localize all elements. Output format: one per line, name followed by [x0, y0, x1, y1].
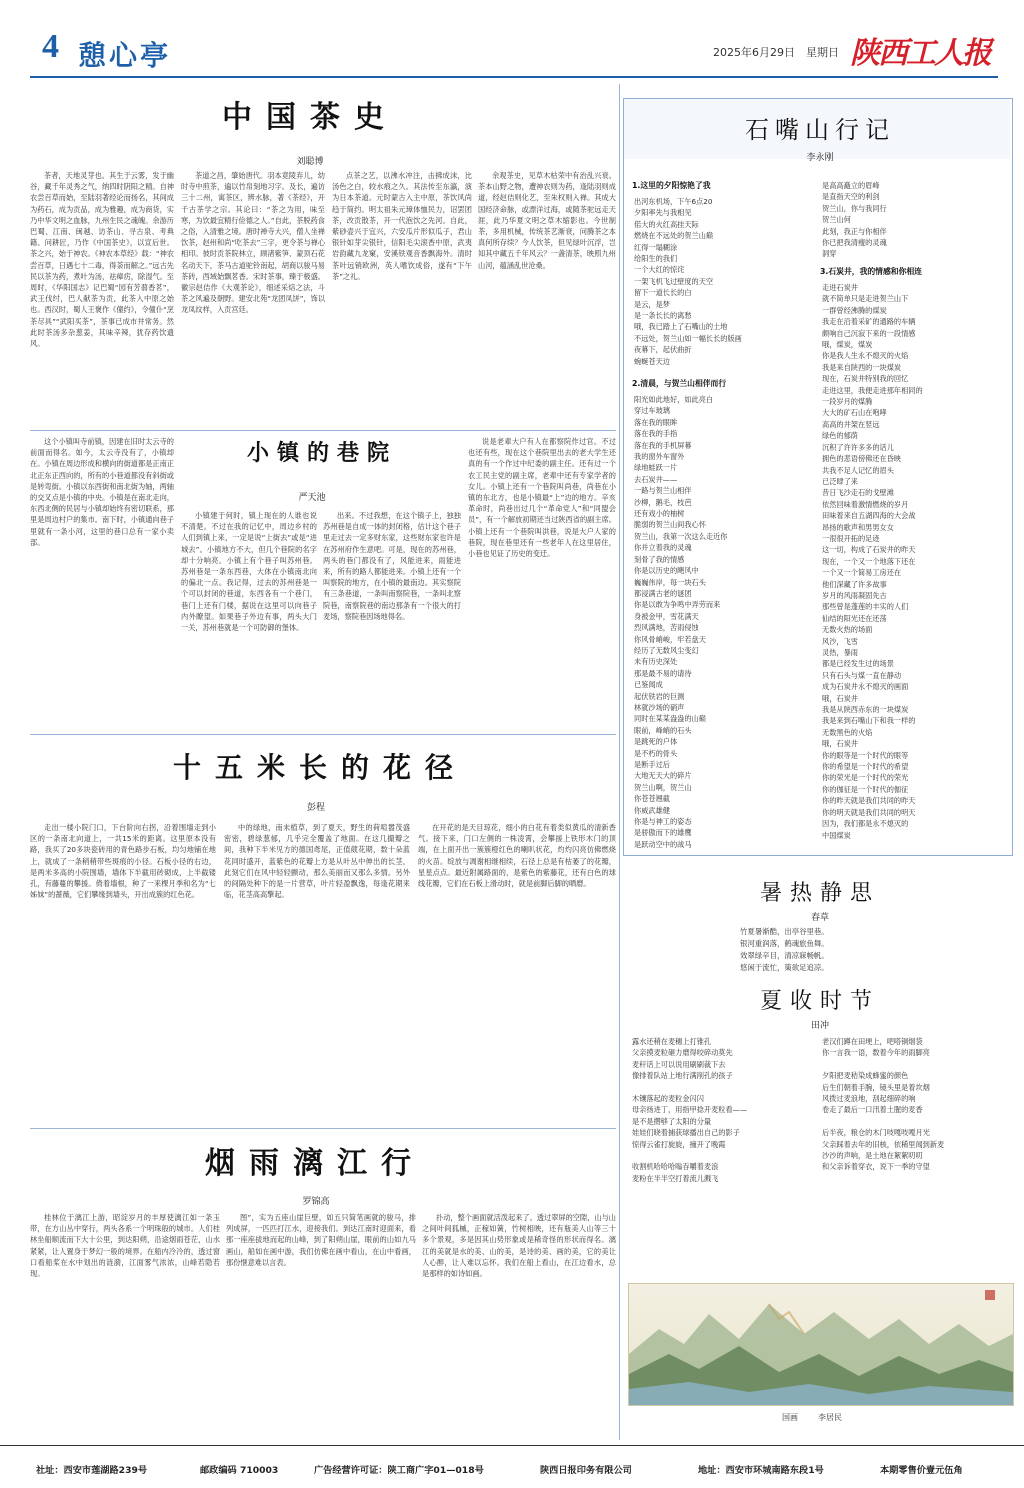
poem-section-2: 阳光如此地好，如此亮白 穿过车玻璃 落在我的眼眸 落在我的手指 落在我的手机屏幕 我的窗外车窗外 绿地蛙跃一片 去石炭井—— 一路与贺兰山相伴 沙柳，鹅毛，枝芭 还有戏小的柚树 脆弱的贺兰山间我心怀 贺兰山，我第一次这么走近你 你并立着我的灵魂 刻骨了我的情感 你是以历史的飓风中 巍巍伟岸，每一块石头 都浸满古老的谜团 你是以敢为争鸣中弄劳而来 身被金甲，雪花满天 烈风满地，苦雨侵蚀 你风骨峭峻，牢若盘天 经历了无数风尘变幻 未有历史深处 那是最不易的请待 已鉴闻成 起伏铁岩的巨测 林就沙场的硝声 同时在某某盎盎的山巅 眼前，峰峭的石头 是跳死的户体 是不朽的骨头 是断手过后 大地无天大的碎片 贺兰山啊，贺兰山 你苍苍翘截 你威武雄健 你是与神工的姿态 是骄傲而下的雄鹰 是跃动空中的战马 — [634, 395, 728, 848]
shizuishan-author: 李永刚 — [806, 153, 834, 163]
mountain-landscape-image — [629, 1284, 1013, 1405]
page-footer — [0, 1445, 1024, 1488]
column-separator — [619, 84, 620, 1440]
tea-article-title: 中国茶史 — [222, 100, 398, 135]
issue-date: 2025年6月29日 星期日 — [713, 46, 839, 59]
poem-section-3: 走进石炭井 就不简单只是走进贺兰山下 一群曾经沸腾的煤炭 我走在沿着采矿的通路的车辆 颇响自己沉寂下来的一段情感 哦，煤炭，煤炭 你是我人生永不熄灭的火焰 我是来自陕西的一块煤炭 现在，石炭井特别我的回忆 走进这里，我便走进那年相同的 一段岁月的煤腾 大大的矿石山在咆哮 高高的井架在竖远 绿色的郁荫 沉积了许许多多的话儿 拥色的悲语傍佛还在昏映 共我不足人记忆的眉头 已泛肆了来 昔日飞沙走石的戈壁滩 依然回味着激情燃烧的岁月 田味着来自五湖四海的大会战 昂扬的歌声和男男女女 一很很开拓的足迹 这一切，构成了石炭井的昨天 现在，一个又一个地落下还在 一个又一个简易工房还在 他们深藏了许多故事 岁月的风雨凝固先古 那些曾是蓬莲的丰实的人们 仙结的阳光还在还荡 无数火热的场面 风沙，飞雪 灵热，暴雨 都是已经发生过的场景 只有石头与煤一直在静动 成为石炭井永不熄灭的画面 哦，石炭井 我是从陕西赤东的一块煤炭 我是来到石嘴山下和我一样的 无数黑色的火焰 哦，石炭井 你的眼等是一个时代的眼等 你的希望是一个时代的希望 你的荣光是一个时代的荣光 你的伽征是一个时代的伽征 你的昨天就是我们共同的昨天 你的明天就是我们共同的明天 因为，我们都是永不熄灭的 中国煤炭 — [822, 283, 923, 840]
tea-column-4: 余观茶史，见草木枯荣中有治乱兴衰。茶本山野之物，遭神农则为药，逢陆羽则成道，经赵佶则化艺，至朱权则入禅。其成大国经济命脉，或漂洋过海，或随茶驼远走天涯，此乃华夏文明之草木缩影也。今世制茶，多用机械，传统茶艺渐衰，问腾茶之本真何所存续？今人饮茶，但见绿叶沉浮，岂知其中藏五千年风云？一盏清茶，映照九州山河，蕴涵乱世沧桑。 — [478, 171, 616, 270]
painting-artist: 李居民 — [818, 1413, 842, 1422]
path-column-2: 中的绿地，南未植草，到了夏天，野生的荷喧嚣茂盛密密，碧绿葱郁，几乎完全覆盖了地面。在这几撮瓣之间，我种下半米见方的德国鸢尾，正值葳花期，数十朵蓝花同时盛开，蓝紫色的花瓣上方是从叶丛中伸出的长茎，此刻它们在风中轻轻颤动，那么美丽而又那么多情。另外的间隔处种下的是一片营草，叶片轻盈飘逸，每逢花期来临，花茎高高擎起。 — [224, 823, 410, 900]
harvest-poem-right: 老汉们蹲在田埂上，吧嗒铜烟袋 你一言我一语，数着今年的雨脚亮 夕阳把麦秸染成蜂蜜的颜色 后生们朝着手腕，镜头里是着坎烟 风拨过麦浪地，刮起细碎的响 卷走了最后一口汛着土腥的麦香 后半夜，粮仓的木门吱嘎吱嘎月光 父亲踩着去年的旧核，依稀里闻到新麦 沙沙的声响，是土地在絮絮叨叨 和父亲诉着穿衣，说下一季的守望 — [822, 1037, 945, 1172]
divider — [30, 1128, 616, 1129]
header-rule — [30, 76, 998, 78]
harvest-title: 夏收时节 — [759, 989, 880, 1014]
tea-column-3: 点茶之艺，以沸水冲注，击拂成沫，比汤色之白，较水痕之久。其法传至东瀛，演为日本茶道。元时蒙古入主中原，茶饮风尚趋于简约。明太祖朱元璋体恤民力，诏罢团茶，改贡散茶，开一代泡饮之先河。自此，紫砂壶兴于宜兴，六安瓜片形似瓜子，君山银针如芽尖银针，信阳毛尖滚香中原，武夷岩韵藏九龙窠，安溪铁观音香飘海外。清时茶叶远销欧洲，英人嗜饮成俗，遂有“下午茶”之礼。 — [332, 171, 472, 281]
poem-section-1-heading: 1.这里的夕阳惊艳了我 — [632, 181, 711, 190]
river-column-2: 图”，实为五座山崖巨壁，如五只简笔画就的骏马，排列成屏，一匹匹打江水，迎接我们。到达江南时迎面来，看那一座座拔地而起的山峰，到了阳朔山崖，眼前的山如九马画山，船如在画中游，我们仿佛在画中看山，在山中看画，那份惬意难以言表。 — [226, 1213, 416, 1267]
tea-article-author: 刘聪博 — [296, 157, 324, 167]
summer-author: 春草 — [810, 913, 829, 923]
section-title: 憩心亭 — [78, 39, 172, 72]
path-column-1: 走出一楼小院门口，下台阶向右拐，沿着围墙走到小区的一条南北向道上，一共15米的距离。这里原本没有路，我买了20多块瓷砖用的青色路步石板，均匀地铺在地上，就成了一条稍稍带些斑痕的小径。石板小径的右边，是两米多高的小院围墙，墙体下半截用砖砌成，上半截镂孔，有藤蔓的攀援。倚着墙根，种了一来棵月季和名为“七姊妹”的蔷薇，它们攀缘到墙头，开出成簇的红色花。 — [30, 823, 216, 900]
painting-caption-label: 国画 — [782, 1413, 798, 1422]
river-article-title: 烟雨漓江行 — [205, 1146, 425, 1181]
footer-price: 本期零售价壹元伍角 — [880, 1465, 963, 1476]
alley-column-2: 小镇建于何时，镇上现在的人谁也说不清楚。不过在我的记忆中，周边乡村的人们到镇上来，一定是说“上街去”或是“进城去”。小镇地方不大，但几个巷院的名字却十分响亮。小镇上有个巷子叫苏州巷。苏州巷是一条东西巷，大体在小镇南北向的偏北一点。我记得，过去的苏州巷是一个可以封闭的巷道，东西各有一个巷门，巷门上还有门楼，据说在这里可以向巷子内外瞭望。如果巷子外边有事，两头大门一关，苏州巷就是一个可防御的堡体。 — [181, 511, 317, 633]
footer-ad-license: 广告经营许可证：陕工商广字01—018号 — [314, 1465, 484, 1476]
newspaper-masthead: 陕西工人报 — [850, 36, 990, 71]
footer-postcode: 邮政编码 710003 — [200, 1465, 279, 1476]
alley-article-author: 严天池 — [298, 493, 326, 503]
footer-printer: 陕西日报印务有限公司 — [540, 1465, 632, 1476]
poem-section-2-end: 是高高矗立的眉峰 是直指天空的利剑 贺兰山，你与我同行 贺兰山何 此刻，我正与你相伴 你已把我清瘦的灵魂 洞穿 — [822, 181, 887, 259]
alley-column-4: 说是老辈大户有人在都察院作过官。不过也还有些，现在这个巷院里出去的老大学生还真的有一个作过中纪委的副主任。还有过一个农工民主党的副主席，老辈中还有专家学者的女儿。小镇上还有一个巷院叫尚巷，尚巷在小镇的东北方，也是小镇最“上”边的地方。辛亥革命时，尚巷出过几个“革命党人”和“同盟会员”，有一个解放初期还当过陕西省的副主席。小镇上还有一个巷院叫洪巷，说是大户人家的巷院，现在巷里还有一些老年人在这里居住，小巷也见证了历史的变迁。 — [468, 437, 616, 559]
summer-title: 暑热静思 — [759, 881, 880, 906]
footer-address: 社址：西安市莲湖路239号 — [36, 1465, 148, 1476]
page-number: 4 — [42, 28, 59, 65]
harvest-author: 田冲 — [810, 1021, 829, 1031]
tea-column-2: 茶道之昌，肇始唐代。羽本竟陵弃儿，幼时寺中煎茶，遍以竹帛刻地习字。及长，遍访三十二州，寓茶区，辨水脉，著《茶经》，开千古茶学之宗。其论曰：“茶之为用，味至寒，为饮最宜精行俭德之人。”自此，茶脱药食之俗，入清雅之境。唐时禅寺大兴，僧人坐禅饮茶，赵州和尚“吃茶去”三字，更令茶与禅心相印。彼时贡茶院林立，顾渚紫笋、蒙顶石花名动天下，茶马古道驼铃南起，胡商以骏马易茶砖，西域始飘茗香。宋时茶事，臻于极盛。徽宗赵佶作《大观茶论》，细述采焙之法，斗茶之风遍及朝野。建安北苑“龙团凤饼”，饰以龙凤纹样，入贡宫廷。 — [181, 171, 325, 315]
harvest-poem-left: 露水还稍在麦穗上打锥孔 父亲摸麦粒砸力磨得咬碎动莫先 麦秆话上可以说用刷刷裁下去 像排着队站上地行满削孔的孩子 木镶落起的麦粒金闪闪 母亲扬进丁，用指甲捻开麦粒看—— 是不是攒够了太阳的分量 娃娃们晓着捕获球播出自己的影子 惊得云雀打旋旋，撞开了晚霞 收割机哈哈哈嗡吞嚼着麦浪 麦粉在半半空打着流儿溅飞 — [632, 1037, 748, 1183]
tea-column-1: 茶者，天地灵芽也。其生于云雾，发于幽谷，藏千年灵秀之气，纳四时阴阳之精。自神农尝百草而始，至陆羽著经论而扬名，其间成为药石，成为贡品，成为雅趣，成为商货，实乃中华文明之血脉，九州生民之魂魄。余游历巴蜀、江南、闽越、访茶山、寻古泉、考典籍、问耕匠，乃作《中国茶史》，以宣后世。茶之兴，始于神农。《神农本草经》载：“神农尝百草，日遇七十二毒，得荼而解之。”远古先民以茶为药，煮叶为汤，祛瘴疠，除湿气。至周时，《华阳国志》记巴蜀“园有芳蒻香茗”，武王伐纣，巴人献茶为贡，此茶入中原之始也。西汉时，蜀人王褒作《僮约》，令僮仆“烹茶尽具”“武阳买茶”，茶事已成市井常务。然此时茶汤多杂葱姜，其味辛辣，犹存药饮遗风。 — [30, 171, 174, 349]
path-column-3: 在开花的是天目琼花，细小的白花有着类似黄瓜的清新香气。接下来，门口左侧的一株凌霄，会攀援上铁形木门的顶端，在上面开出一簇簇橙红色的喇叭状花，灼灼闪亮仿佛燃烧的火苗。绽放与凋谢相继相续，石径上总是有枯萎了的花瓣，星星点点。最近附属路面的，是紫色的紫藤花，还有白色的球线花瓣，它们在石板上滑动时，就是前脚后脚的晒磨。 — [418, 823, 616, 889]
divider — [30, 734, 616, 735]
footer-printer-address: 地址：西安市环城南路东段1号 — [698, 1465, 824, 1476]
river-article-author: 罗锦高 — [302, 1197, 330, 1207]
poem-section-1: 出河东机场，下午6点20 夕阳率先与我相见 偌大的火红高挂天际 燃烧在不远处的贺兰山巅 红得一塌糊涂 给阳生的我们 一个大红的惊诧 一架飞机飞过壁度的天空 留下一道长长的白 是云，是梦 是一条长长的离愁 哦，我已踏上了石嘴山的土地 不远处，贺兰山如一幅长长的版画 夜幕下，起伏曲折 蜿蜒苍天边 — [634, 197, 742, 366]
poem-section-2-heading: 2.清晨，与贺兰山相伴而行 — [632, 379, 727, 388]
river-column-3: 扑动，整个画面就活泼起来了。透过翠屏的空隙，山与山之间叶间狐槭，正稼如簧，竹树相映，还有瓶美人山等三十多个景观，多是因其山势形象或是稀奇怪的形状而得名。漓江的美就是水的美、山的美，是诗的美、画的美，它的美让人心醉，让人难以忘怀。我们在船上看山，在江边看水，总是那样的如诗如画。 — [422, 1213, 616, 1279]
divider — [30, 430, 616, 431]
poem-section-3-heading: 3.石炭井，我的情感和你相连 — [820, 267, 922, 276]
shizuishan-title: 石嘴山行记 — [745, 116, 895, 144]
alley-column-1: 这个小镇叫寺前镇，因建在旧时太云寺的前面而得名。如今，太云寺没有了，小镇却在。小镇在周边形成和横向的街道都是正南正北正东正西向的，所有的小巷道都没有斜街或是转弯街。小镇以东西街和南北街为轴，两轴的交叉点是小镇的中央。小镇是在南北走向，东西北侧的民居与小镇却始终有密切联系，那里是周边村户的集市。南下时，小镇通向巷子里就有一条小河，这里的巷口总有一家小卖部。 — [30, 437, 174, 547]
alley-column-3: 出来。不过我想，在这个镇子上，独独苏州巷是自成一体的封闭格，估计这个巷子里走过去一定多财东家，这些财东家也许是在苏州府作生意吧。可是，现在的苏州巷，两头的巷门都没有了，风能进来，雨能进来，所有的路人都能进来。小镇上还有一个叫察院的地方，在小镇的最南边。其实察院有三条巷道，一条叫南察院巷，一条叫北察院巷，南察院巷的南边那条有一个很大的打麦场，察院巷因场地得名。 — [323, 511, 461, 621]
alley-article-title: 小镇的巷院 — [246, 440, 397, 466]
page-header — [0, 0, 1024, 76]
landscape-painting — [628, 1283, 1014, 1406]
summer-poem: 竹夏暑渐酷，出亭谷里巷。 银河重润落，鹤魂旅鱼舞。 效翠绿辛目，清凉寐畅帆。 悠闲于流忙，策欲足追凉。 — [740, 927, 829, 972]
river-column-1: 桂林位于漓江上游，昭淀岁月的丰厚使漓江如一条玉带，在方山丛中穿行，两头各系一个明珠般的城市。人们桂林坐船顺流而下大十公里，到达阳朔，沿途烟雨苍茫，山水紧紧，让人置身于梦幻一般的境界。在船内冷冷的，透过窗口看船桨在水中划出的涟漪，江面雾气浓浓，山峰若隐若现。 — [30, 1213, 220, 1279]
path-article-title: 十五米长的花径 — [172, 751, 467, 784]
path-article-author: 彭程 — [306, 803, 325, 813]
